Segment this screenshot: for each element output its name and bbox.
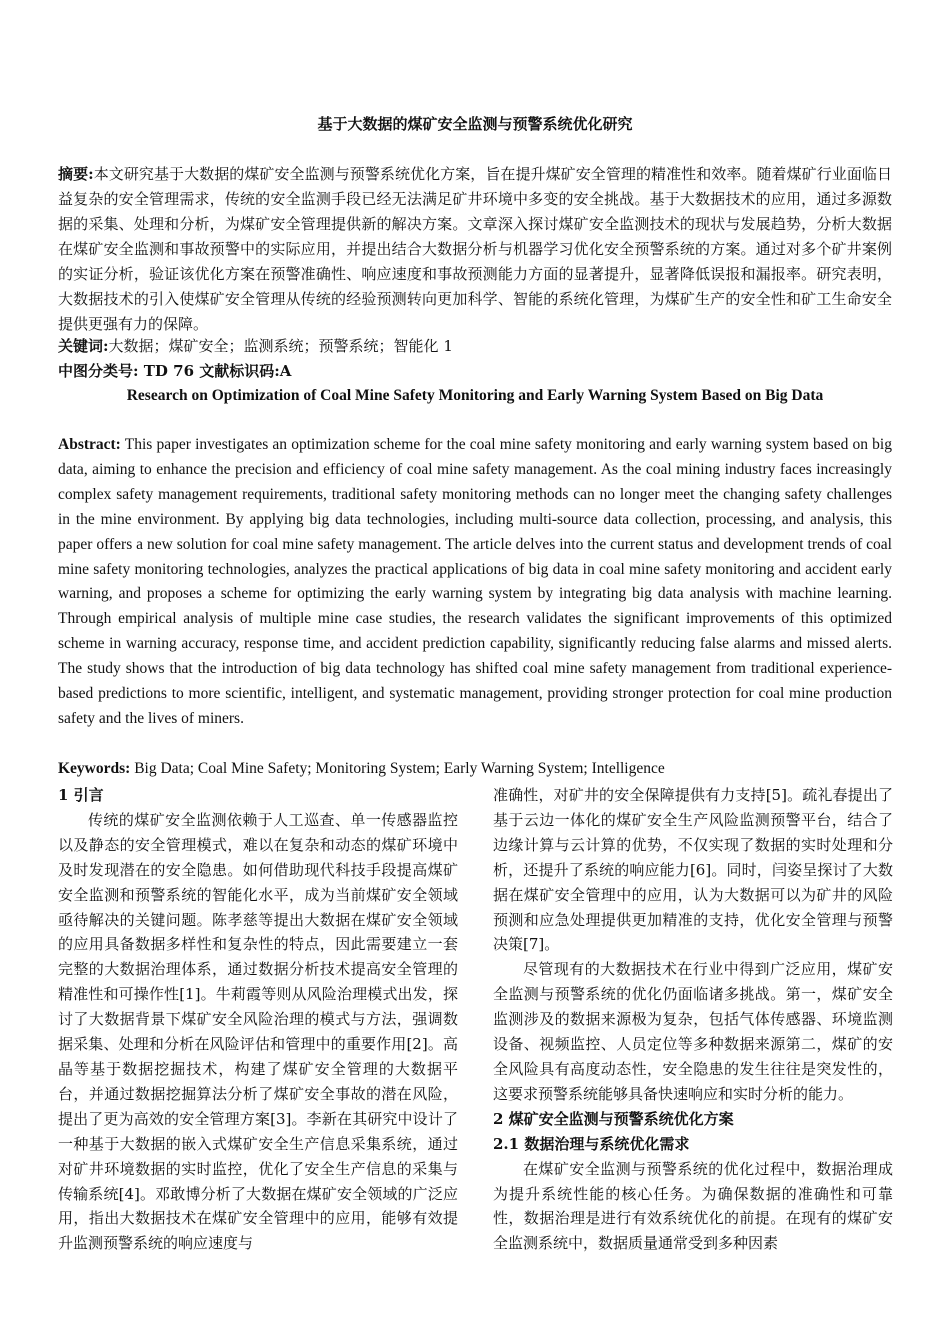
section1-paragraph-2: 尽管现有的大数据技术在行业中得到广泛应用，煤矿安全监测与预警系统的优化仍面临诸多挑战。第一，煤矿安全监测涉及的数据来源极为复杂，包括气体传感器、环境监测设备、视频监控、人员定位等多种数据来源第二，煤矿的安全风险具有高度动态性，安全隐患的发生往往是突发性的，这要求预警系统能够具备快速响应和实时分析的能力。 bbox=[493, 960, 893, 1103]
abstract-en bbox=[58, 433, 892, 732]
paper-title-en: Research on Optimization of Coal Mine Safety Monitoring and Early Warning System Based on Big Data bbox=[126, 387, 824, 404]
section2-1-heading: 2.1 数据治理与系统优化需求 bbox=[493, 1134, 690, 1153]
section1-paragraph-1-continued: 准确性，对矿井的安全保障提供有力支持[5]。疏礼春提出了基于云边一体化的煤矿安全生产风险监测预警平台，结合了边缘计算与云计算的优势，不仅实现了数据的实时处理和分析，还提升了系统的响应能力[6]。同时，闫姿呈探讨了大数据在煤矿安全管理中的应用，认为大数据可以为矿井的风险预测和应急处理提供更加精准的支持，优化安全管理与预警决策[7]。 bbox=[493, 786, 893, 954]
keywords-en-text: Big Data; Coal Mine Safety; Monitoring System; Early Warning System; Intelligence bbox=[134, 760, 665, 777]
abstract-en-label: Abstract: bbox=[58, 436, 121, 453]
classification-code: 中图分类号: TD 76 文献标识码:A bbox=[58, 362, 292, 380]
abstract-cn-label: 摘要: bbox=[58, 165, 94, 183]
abstract-en-text: This paper investigates an optimization scheme for the coal mine safety monitoring and early warning system based on big data, aiming to enhance the precision and efficiency of coal mine safety management. As the coal mining industry faces increasingly complex safety management requirements, traditional safety monitoring methods can no longer meet the changing safety challenges in the mine environment. By applying big data technologies, including multi-source data collection, processing, and analysis, this paper offers a new solution for coal mine safety management. The article delves into the current status and development trends of coal mine safety monitoring technologies, analyzes the practical applications of big data in coal mine safety monitoring and accident early warning, and proposes a scheme for optimizing the early warning system by integrating big data analysis with machine learning. Through empirical analysis of multiple mine case studies, the research validates the significant improvements of this optimized scheme in warning accuracy, response time, and accident prediction capability, significantly reducing false alarms and missed alerts. The study shows that the introduction of big data technology has shifted coal mine safety management from traditional experience-based predictions to more scientific, intelligent, and systematic management, providing stronger protection for coal mine production safety and the lives of miners. bbox=[58, 436, 892, 727]
section2-1-paragraph-1: 在煤矿安全监测与预警系统的优化过程中，数据治理成为提升系统性能的核心任务。为确保数据的准确性和可靠性，数据治理是进行有效系统优化的前提。在现有的煤矿安全监测系统中，数据质量通常受到多种因素 bbox=[493, 1159, 893, 1253]
abstract-cn bbox=[58, 162, 892, 337]
keywords-en-label: Keywords: bbox=[58, 760, 131, 777]
left-column bbox=[58, 783, 458, 1256]
section1-paragraph-1: 传统的煤矿安全监测依赖于人工巡查、单一传感器监控以及静态的安全管理模式，难以在复杂和动态的煤矿环境中及时发现潜在的安全隐患。如何借助现代科技手段提高煤矿安全监测和预警系统的智能化水平，成为当前煤矿安全领域亟待解决的关键问题。陈孝慈等提出大数据在煤矿安全领域的应用具备数据多样性和复杂性的特点，因此需要建立一套完整的大数据治理体系，通过数据分析技术提高安全管理的精准性和可操作性[1]。牛莉霞等则从风险治理模式出发，探讨了大数据背景下煤矿安全风险治理的模式与方法，强调数据采集、处理和分析在风险评估和管理中的重要作用[2]。高晶等基于数据挖掘技术，构建了煤矿安全管理的大数据平台，并通过数据挖掘算法分析了煤矿安全事故的潜在风险，提出了更为高效的安全管理方案[3]。李新在其研究中设计了一种基于大数据的嵌入式煤矿安全生产信息采集系统，通过对矿井环境数据的实时监控，优化了安全生产信息的采集与传输系统[4]。邓敢博分析了大数据在煤矿安全领域的广泛应用，指出大数据技术在煤矿安全管理中的应用，能够有效提升监测预警系统的响应速度与 bbox=[58, 810, 458, 1253]
section2-heading: 2 煤矿安全监测与预警系统优化方案 bbox=[493, 1109, 734, 1128]
keywords-en bbox=[58, 758, 892, 780]
section1-heading: 1 引言 bbox=[58, 786, 104, 804]
paper-title-cn: 基于大数据的煤矿安全监测与预警系统优化研究 bbox=[317, 115, 633, 133]
keywords-cn-text: 大数据；煤矿安全；监测系统；预警系统；智能化 1 bbox=[108, 337, 453, 355]
abstract-cn-text: 本文研究基于大数据的煤矿安全监测与预警系统优化方案，旨在提升煤矿安全管理的精准性和效率。随着煤矿行业面临日益复杂的安全管理需求，传统的安全监测手段已经无法满足矿井环境中多变的安全挑战。基于大数据技术的应用，通过多源数据的采集、处理和分析，为煤矿安全管理提供新的解决方案。文章深入探讨煤矿安全监测技术的现状与发展趋势，分析大数据在煤矿安全监测和事故预警中的实际应用，并提出结合大数据分析与机器学习优化安全预警系统的方案。通过对多个矿井案例的实证分析，验证该优化方案在预警准确性、响应速度和事故预测能力方面的显著提升，显著降低误报和漏报率。研究表明，大数据技术的引入使煤矿安全管理从传统的经验预测转向更加科学、智能的系统化管理，为煤矿生产的安全性和矿工生命安全提供更强有力的保障。 bbox=[58, 165, 892, 333]
right-column bbox=[493, 783, 893, 1256]
keywords-cn bbox=[58, 335, 892, 357]
keywords-cn-label: 关键词: bbox=[58, 337, 109, 355]
